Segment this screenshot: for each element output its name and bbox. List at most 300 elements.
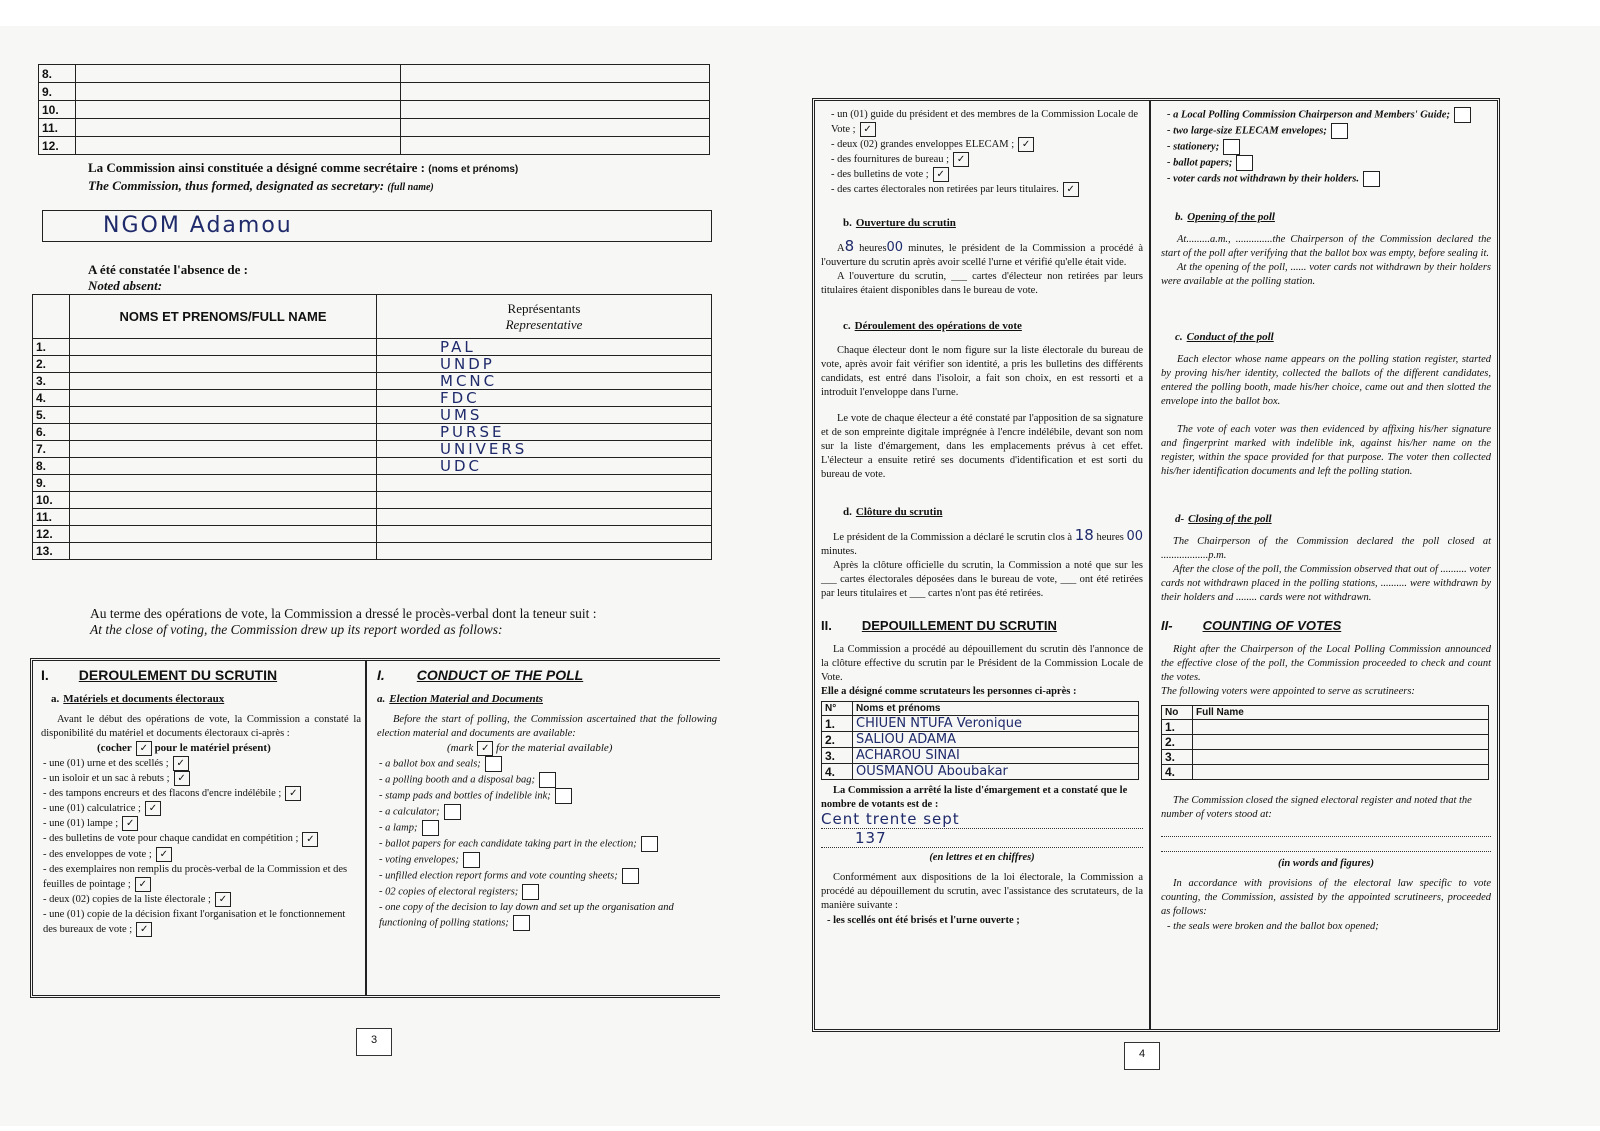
member-row [39,119,710,137]
absent-name-cell[interactable] [70,356,377,373]
material-item [831,137,1143,152]
absent-row-number: 8. [33,458,70,475]
absent-name-cell[interactable] [70,339,377,356]
final-item-fr: - les scellés ont été brisés et l'urne ouverte ; [827,913,1143,928]
material-item [379,900,717,931]
voters-text-en: The Commission closed the signed electoral register and noted that the number of voters stood at: [1161,795,1472,820]
absent-name-cell[interactable] [70,441,377,458]
checkbox[interactable] [1236,155,1253,171]
material-item [1167,123,1491,139]
section-i-title-en: CONDUCT OF THE POLL [416,667,584,683]
checked-box-icon[interactable]: ✓ [1018,137,1034,152]
closing-cards-text-fr: Après la clôture officielle du scrutin, la Commission a noté que sur les ___ cartes électorales déposées dans le bureau de vote, ___ ont été retirées par leurs titulaires et ___ cartes n'ont pas été retirées. [821,560,1143,600]
scrut-name-header-en: Full Name [1193,706,1489,720]
materials-list-en-cont [1161,107,1491,187]
section-ia-intro-en: Before the start of polling, the Commission ascertained that the following election material and documents are available: [377,714,717,739]
opening-minutes-handwritten: 00 [886,240,904,256]
absent-table [32,294,712,560]
material-item-label: des bulletins de vote ; [837,169,929,181]
section-i-en [369,661,723,995]
scrutineer-row [822,764,1139,780]
absent-label [88,262,248,294]
absent-rep-cell[interactable] [377,339,712,356]
scrutineer-name-cell[interactable] [853,764,1139,780]
section-ic-letter-en: c. [1175,331,1183,343]
absent-name-cell[interactable] [70,492,377,509]
scrutineer-name-cell[interactable] [1193,765,1489,780]
checkbox[interactable] [641,836,658,852]
absent-rep-header-fr: Représentants [507,300,581,316]
scrutineers-table-fr [821,701,1139,780]
conduct-text1-fr: Chaque électeur dont le nom figure sur la liste électorale du bureau de vote, après avoir fait vérifier son identité, a pris les bulletins des différents candidats, est entré dans l'isoloir, a fait son choix, en est ressorti et a introduit l'enveloppe dans l'urne. [821,345,1143,399]
member-row [39,83,710,101]
secretary-label-fr-suffix: (noms et prénoms) [428,164,519,175]
absent-rep-handwritten: PAL [440,337,476,356]
closing-minutes-label: minutes. [821,546,857,558]
absent-rep-handwritten: FDC [440,388,480,407]
material-item [379,836,717,852]
section-ii-title-en: COUNTING OF VOTES [1202,618,1342,633]
checkmark-icon: ✓ [136,741,152,756]
secretary-name-handwritten: NGOM Adamou [103,213,293,238]
absent-rep-cell[interactable] [377,373,712,390]
material-item [43,862,361,892]
material-item [831,107,1143,137]
right-col-en [1153,101,1497,1029]
scrutineer-number: 2. [1162,735,1193,750]
scrutineer-number: 2. [822,732,853,748]
material-item [1167,139,1491,155]
secretary-label-en-suffix: (full name) [387,182,434,193]
material-item [1167,171,1491,187]
scrutineer-row [1162,765,1489,780]
absent-table-header [33,295,712,339]
absent-row [33,492,712,509]
scrutineers-header-en [1162,706,1489,720]
material-item [379,756,717,772]
secretary-label-fr: La Commission ainsi constituée a désigné comme secrétaire : [88,160,425,175]
absent-rep-handwritten: UDC [440,456,483,475]
section-ia-title-fr: Matériels et documents électoraux [63,693,225,705]
absent-row [33,407,712,424]
materials-list-fr [41,756,361,937]
voters-note-en: (in words and figures) [1278,858,1374,869]
section-id-letter-en: d- [1175,513,1185,525]
scrutineer-name-handwritten: ACHAROU SINAI [856,748,960,764]
section-id-title-en: Closing of the poll [1188,513,1272,525]
material-item [379,804,717,820]
material-item-label: stamp pads and bottles of indelible ink; [385,790,551,802]
member-row-number: 8. [39,65,76,83]
scrut-num-header-en: No [1162,706,1193,720]
checked-box-icon[interactable]: ✓ [285,786,301,801]
secretary-field[interactable] [42,210,712,242]
section-ia-title-en: Election Material and Documents [389,693,543,705]
checked-box-icon[interactable]: ✓ [933,167,949,182]
member-name-cell[interactable] [76,119,401,137]
absent-rep-cell[interactable] [377,390,712,407]
scrut-name-header-fr: Noms et prénoms [853,702,1139,716]
absent-row [33,543,712,560]
checkbox[interactable] [1454,107,1471,123]
member-rep-cell[interactable] [401,83,710,101]
section-i-fr [33,661,367,995]
section-ic-title-en: Conduct of the poll [1186,331,1274,343]
absent-row-number: 12. [33,526,70,543]
scrutineer-number: 4. [1162,765,1193,780]
section-ib-letter-en: b. [1175,211,1184,223]
absent-row [33,509,712,526]
material-item [379,820,717,836]
cocher-label: (cocher [97,742,132,755]
scrutineer-name-cell[interactable] [853,748,1139,764]
section-ic-title-fr: Déroulement des opérations de vote [854,320,1022,333]
scrutineers-table-en [1161,705,1489,780]
absent-rep-cell[interactable] [377,424,712,441]
section-ia-letter-en: a. [377,693,386,705]
section-ib-title-fr: Ouverture du scrutin [855,217,956,230]
closing-statement-fr: Au terme des opérations de vote, la Commission a dressé le procès-verbal dont la teneur suit : [90,606,597,621]
checked-box-icon[interactable]: ✓ [173,756,189,771]
material-item-label: des bulletins de vote pour chaque candidat en compétition ; [49,833,299,845]
mark-label-end: for the material available) [496,742,613,755]
absent-row-number: 4. [33,390,70,407]
material-item [379,852,717,868]
member-row-number: 9. [39,83,76,101]
absent-row [33,424,712,441]
material-item-label: a ballot box and seals; [385,758,481,770]
voters-line-1[interactable] [1161,822,1491,837]
scrutineer-name-handwritten: OUSMANOU Aboubakar [856,764,1008,780]
absent-rep-cell[interactable] [377,526,712,543]
absent-row-number: 7. [33,441,70,458]
checked-box-icon[interactable]: ✓ [215,892,231,907]
material-item [43,801,361,816]
scrutineer-row [1162,750,1489,765]
checked-box-icon[interactable]: ✓ [122,816,138,831]
checked-box-icon[interactable]: ✓ [135,877,151,892]
checkbox[interactable] [1223,139,1240,155]
checkbox[interactable] [1363,171,1380,187]
conduct-text2-en: The vote of each voter was then evidenced by affixing his/her signature and fingerprint marked with indelible ink, against his/her name on the register, within the space provided for that purpose. The voter then collected his/her identification documents and left the polling station. [1161,424,1491,477]
mark-label: (mark [447,742,474,755]
scrutineer-name-handwritten: CHIUEN NTUFA Veronique [856,716,1022,732]
cocher-label-end: pour le matériel présent) [154,742,271,755]
absent-rep-cell[interactable] [377,475,712,492]
voters-count-figures-handwritten: 137 [821,829,1143,848]
closing-statement-en: At the close of voting, the Commission drew up its report worded as follows: [90,622,503,637]
scrutineer-row [1162,720,1489,735]
closing-cards-text-en: After the close of the poll, the Commission observed that out of .......... voter cards not withdrawn placed in the polling stations, .......... were withdrawn by their holders and ........ cards were not withdrawn. [1161,564,1491,603]
scrutineer-number: 3. [822,748,853,764]
opening-cards-text-fr: A l'ouverture du scrutin, ___ cartes d'électeur non retirées par leurs titulaires étaient disponibles dans le bureau de vote. [821,271,1143,297]
scrutineer-number: 3. [1162,750,1193,765]
closing-hour-handwritten: 18 [1074,526,1094,545]
absent-name-header: NOMS ET PRENOMS/FULL NAME [70,295,377,339]
absent-rep-cell[interactable] [377,356,712,373]
material-item [43,771,361,786]
material-item-label: a calculator; [385,806,440,818]
member-row-number: 12. [39,137,76,155]
scrutineer-row [822,732,1139,748]
absent-label-en: Noted absent: [88,278,163,293]
checkbox[interactable] [422,820,439,836]
absent-row-number: 6. [33,424,70,441]
section-i-roman-fr: I. [41,667,49,683]
material-item [1167,155,1491,171]
absent-name-cell[interactable] [70,526,377,543]
material-item-label: un (01) guide du président et des membres de la Commission Locale de Vote ; [831,109,1139,135]
material-item-label: 02 copies of electoral registers; [385,886,519,898]
material-item-label: des fournitures de bureau ; [837,154,950,166]
material-item-label: voting envelopes; [385,854,459,866]
absent-row-number: 5. [33,407,70,424]
materials-list-fr-cont [821,107,1143,197]
opening-heures: heures [859,243,887,255]
closing-heures: heures [1096,532,1124,544]
absent-rep-header-en: Representative [505,316,583,332]
material-item [1167,107,1491,123]
material-item [379,868,717,884]
material-item-label: one copy of the decision to lay down and set up the organisation and functioning of polling stations; [379,902,674,929]
member-name-cell[interactable] [76,65,401,83]
checked-box-icon[interactable]: ✓ [302,832,318,847]
section-id-title-fr: Clôture du scrutin [855,506,943,519]
member-rep-cell[interactable] [401,119,710,137]
checked-box-icon[interactable]: ✓ [953,152,969,167]
member-row [39,101,710,119]
section-i-roman-en: I. [377,667,385,683]
checkbox[interactable] [555,788,572,804]
checked-box-icon[interactable]: ✓ [1063,182,1079,197]
material-item-label: unfilled election report forms and vote counting sheets; [385,870,618,882]
material-item-label: une (01) copie de la décision fixant l'organisation et le fonctionnement des bureaux de vote ; [43,908,346,935]
material-item-label: deux (02) grandes enveloppes ELECAM ; [837,139,1015,151]
opening-hour-handwritten: 8 [844,237,855,256]
absent-rep-handwritten: UNDP [440,354,495,373]
material-item [43,907,361,937]
absent-row-number: 9. [33,475,70,492]
absent-row [33,373,712,390]
opening-a: A [837,243,845,255]
absent-row [33,390,712,407]
counting-text1-fr: La Commission a procédé au dépouillement du scrutin dès l'annonce de la clôture effective du scrutin par le Président de la Commission Locale de Vote. [821,644,1143,684]
scrutineer-name-cell[interactable] [853,716,1139,732]
material-item-label: une (01) urne et des scellés ; [49,758,169,769]
member-row-number: 10. [39,101,76,119]
absent-name-cell[interactable] [70,373,377,390]
conduct-text1-en: Each elector whose name appears on the polling station register, started by proving his/her identity, collected the ballots of the different candidates, entered the polling booth, made his/her choice, came out and then slotted the envelope into the ballot box. [1161,354,1491,407]
material-item [831,152,1143,167]
absent-row-number: 13. [33,543,70,560]
checked-box-icon[interactable]: ✓ [156,847,172,862]
absent-name-cell[interactable] [70,509,377,526]
absent-name-cell[interactable] [70,543,377,560]
section-i-title-fr: DEROULEMENT DU SCRUTIN [78,667,278,683]
right-page [720,26,1600,1126]
absent-name-cell[interactable] [70,458,377,475]
material-item [43,816,361,831]
material-item-label: a polling booth and a disposal bag; [385,774,536,786]
scrutineer-name-cell[interactable] [853,732,1139,748]
checkbox[interactable] [622,868,639,884]
absent-rep-cell[interactable] [377,543,712,560]
checkbox[interactable] [522,884,539,900]
section-right-box [812,98,1500,1032]
voters-count-words-handwritten: Cent trente sept [821,810,1143,829]
checked-box-icon[interactable]: ✓ [174,771,190,786]
conduct-text2-fr: Le vote de chaque électeur a été constaté par l'apposition de sa signature et de son empreinte digitale imprégnée à l'encre indélébile, devant son nom sur la liste d'émargement, dans les emplacements prévus à cet effet. L'électeur a ensuite retiré ses documents d'identification et est sorti du bureau de vote. [821,413,1143,481]
member-name-cell[interactable] [76,83,401,101]
counting-text1-en: Right after the Chairperson of the Local Polling Commission announced the effective close of the poll, the Commission proceeded to check and count the votes. [1161,644,1491,683]
absent-row [33,356,712,373]
closing-text-fr: Le président de la Commission a déclaré le scrutin clos à [833,532,1073,544]
section-ii-title-fr: DEPOUILLEMENT DU SCRUTIN [861,618,1057,634]
checkbox[interactable] [1331,123,1348,139]
material-item-label: voter cards not withdrawn by their holders. [1173,173,1359,185]
voters-note-fr: (en lettres et en chiffres) [929,852,1035,864]
absent-name-cell[interactable] [70,475,377,492]
member-rep-cell[interactable] [401,137,710,155]
materials-list-en [377,756,717,931]
absent-row-number: 11. [33,509,70,526]
material-item [43,892,361,907]
absent-row [33,458,712,475]
scrutineer-name-cell[interactable] [1193,750,1489,765]
left-page [0,26,792,1126]
scrut-num-header-fr: N° [822,702,853,716]
closing-statement [90,606,730,638]
scrutineer-row [822,748,1139,764]
material-item-label: des tampons encreurs et des flacons d'encre indélébile ; [49,788,282,800]
absent-num-header [33,295,70,339]
member-name-cell[interactable] [76,137,401,155]
absent-name-cell[interactable] [70,424,377,441]
member-row-number: 11. [39,119,76,137]
member-name-cell[interactable] [76,101,401,119]
absent-row-number: 3. [33,373,70,390]
material-item-label: une (01) lampe ; [49,818,119,830]
absent-row [33,441,712,458]
scrutineer-row [1162,735,1489,750]
checkbox[interactable] [463,852,480,868]
material-item [831,182,1143,197]
material-item-label: a Local Polling Commission Chairperson and Members' Guide; [1173,109,1450,121]
absent-row-number: 2. [33,356,70,373]
checked-box-icon[interactable]: ✓ [860,122,876,137]
section-id-letter-fr: d. [843,506,852,519]
absent-name-cell[interactable] [70,390,377,407]
absent-rep-handwritten: PURSE [440,422,505,441]
scrutineer-number: 1. [822,716,853,732]
member-row [39,65,710,83]
final-item-en: - the seals were broken and the ballot box opened; [1167,919,1491,934]
material-item-label: ballot papers for each candidate taking part in the election; [385,838,637,850]
opening-cards-text-en: At the opening of the poll, ...... voter cards not withdrawn by their holders were available at the polling station. [1161,262,1491,287]
counting-text2-en: The following voters were appointed to serve as scrutineers: [1161,686,1415,697]
members-table-continued [38,64,710,155]
absent-rep-handwritten: MCNC [440,371,498,390]
secretary-label [88,160,518,194]
section-ia-intro-fr: Avant le début des opérations de vote, la Commission a constaté la disponibilité du matériel et documents électoraux ci-après : [41,714,361,739]
material-item-label: des enveloppes de vote ; [49,848,152,860]
material-item [43,847,361,862]
section-ii-roman-en: II- [1161,618,1173,633]
member-rep-cell[interactable] [401,101,710,119]
checkbox[interactable] [513,915,530,931]
scrutineers-header-fr [822,702,1139,716]
absent-rep-header [377,295,712,339]
voters-line-2[interactable] [1161,837,1491,852]
opening-text-en: At.........a.m., ..............the Chairperson of the Commission declared the start of the poll after verifying that the ballot box was empty, before sealing it. [1161,234,1491,259]
absent-name-cell[interactable] [70,407,377,424]
absent-row [33,526,712,543]
absent-rep-cell[interactable] [377,407,712,424]
material-item-label: des cartes électorales non retirées par leurs titulaires. [837,184,1059,196]
absent-rep-handwritten: UNIVERS [440,439,528,458]
absent-row [33,475,712,492]
voters-text-fr: La Commission a arrêté la liste d'émargement et a constaté que le nombre de votants est de : [821,785,1128,811]
section-i-box [30,658,726,998]
scrutineer-name-cell[interactable] [1193,720,1489,735]
scrutineer-number: 1. [1162,720,1193,735]
scrutineer-row [822,716,1139,732]
page-number-right: 4 [1124,1042,1160,1070]
absent-rep-cell[interactable] [377,458,712,475]
material-item-label: two large-size ELECAM envelopes; [1173,125,1327,137]
material-item-label: un isoloir et un sac à rebuts ; [49,773,170,785]
absent-rep-handwritten: UMS [440,405,483,424]
material-item-label: a lamp; [385,822,418,834]
secretary-label-en: The Commission, thus formed, designated as secretary: [88,178,385,193]
material-item-label: ballot papers; [1173,157,1233,169]
absent-rep-cell[interactable] [377,441,712,458]
checked-box-icon[interactable]: ✓ [145,801,161,816]
member-rep-cell[interactable] [401,65,710,83]
closing-minutes-handwritten: 00 [1126,529,1144,545]
material-item [379,884,717,900]
material-item [831,167,1143,182]
section-ib-title-en: Opening of the poll [1187,211,1275,223]
material-item [379,772,717,788]
material-item [379,788,717,804]
scrutineer-number: 4. [822,764,853,780]
checkbox[interactable] [485,756,502,772]
counting-text2-fr: Elle a désigné comme scrutateurs les personnes ci-après : [821,686,1077,698]
checkmark-icon: ✓ [477,741,493,756]
member-row [39,137,710,155]
checked-box-icon[interactable]: ✓ [136,922,152,937]
absent-rep-cell[interactable] [377,509,712,526]
right-col-fr [815,101,1151,1029]
section-ia-letter-fr: a. [51,693,60,705]
page-number-left: 3 [356,1028,392,1056]
material-item [43,756,361,771]
final-text-en: In accordance with provisions of the electoral law specific to vote counting, the Commission, assisted by the appointed scrutineers, proceeded as follows: [1161,878,1491,917]
checkbox[interactable] [444,804,461,820]
section-ii-roman-fr: II. [821,618,832,634]
scrutineer-name-cell[interactable] [1193,735,1489,750]
checkbox[interactable] [539,772,556,788]
section-ic-letter-fr: c. [843,320,851,333]
absent-rep-cell[interactable] [377,492,712,509]
section-ib-letter-fr: b. [843,217,852,230]
scrutineer-name-handwritten: SALIOU ADAMA [856,732,957,748]
material-item-label: des exemplaires non remplis du procès-verbal de la Commission et des feuilles de pointage ; [43,863,348,890]
material-item-label: deux (02) copies de la liste électorale ; [49,893,211,905]
material-item [43,786,361,801]
absent-row [33,339,712,356]
